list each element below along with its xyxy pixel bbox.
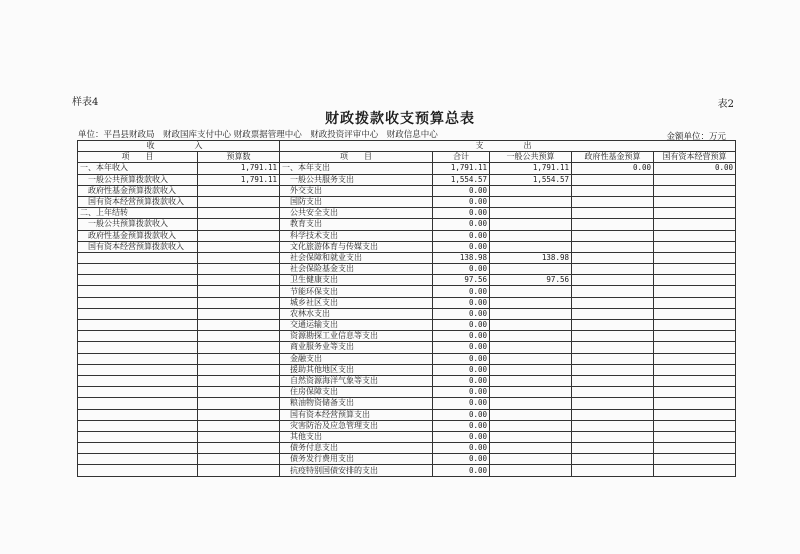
total-cell: 0.00 [433, 331, 490, 342]
income-item-cell [78, 353, 198, 364]
total-cell: 0.00 [433, 342, 490, 353]
total-cell: 97.56 [433, 275, 490, 286]
total-cell: 0.00 [433, 308, 490, 319]
expense-item-cell: 抗疫特别国债安排的支出 [280, 465, 433, 476]
page-title: 财政拨款收支预算总表 [325, 111, 475, 127]
income-item-cell: 国有资本经营预算拨款收入 [78, 241, 198, 252]
income-budget-cell [198, 241, 280, 252]
expense-item-cell: 节能环保支出 [280, 286, 433, 297]
income-budget-cell [198, 342, 280, 353]
income-budget-cell [198, 353, 280, 364]
table-row [78, 297, 736, 308]
income-item-cell [78, 308, 198, 319]
income-budget-cell [198, 286, 280, 297]
expense-item-cell: 教育支出 [280, 219, 433, 230]
expense-header: 支 出 [280, 141, 736, 152]
fund-budget-cell [572, 308, 654, 319]
state-budget-cell [654, 353, 736, 364]
income-budget-cell [198, 420, 280, 431]
table-row [78, 264, 736, 275]
table-number: 表2 [717, 99, 734, 110]
state-budget-cell [654, 174, 736, 185]
table-row [78, 286, 736, 297]
state-budget-cell [654, 320, 736, 331]
total-cell: 1,554.57 [433, 174, 490, 185]
income-budget-cell [198, 252, 280, 263]
general-budget-cell: 97.56 [490, 275, 572, 286]
general-budget-cell [490, 454, 572, 465]
expense-item-cell: 金融支出 [280, 353, 433, 364]
col-total: 合计 [433, 152, 490, 163]
fund-budget-cell [572, 320, 654, 331]
table-row [78, 431, 736, 442]
expense-item-cell: 外交支出 [280, 185, 433, 196]
general-budget-cell [490, 431, 572, 442]
income-budget-cell [198, 230, 280, 241]
state-budget-cell [654, 331, 736, 342]
table-row [78, 375, 736, 386]
income-item-cell [78, 286, 198, 297]
expense-item-cell: 灾害防治及应急管理支出 [280, 420, 433, 431]
total-cell: 0.00 [433, 286, 490, 297]
total-cell: 0.00 [433, 443, 490, 454]
total-cell: 0.00 [433, 364, 490, 375]
income-item-cell: 一、本年收入 [78, 163, 198, 174]
state-budget-cell [654, 420, 736, 431]
fund-budget-cell [572, 353, 654, 364]
income-budget-cell: 1,791.11 [198, 163, 280, 174]
total-cell: 0.00 [433, 387, 490, 398]
expense-item-cell: 农林水支出 [280, 308, 433, 319]
state-budget-cell [654, 308, 736, 319]
income-budget-cell [198, 320, 280, 331]
expense-item-cell: 交通运输支出 [280, 320, 433, 331]
fund-budget-cell [572, 443, 654, 454]
state-budget-cell [654, 286, 736, 297]
state-budget-cell: 0.00 [654, 163, 736, 174]
table-row [78, 308, 736, 319]
expense-item-cell: 公共安全支出 [280, 208, 433, 219]
income-budget-cell [198, 208, 280, 219]
income-budget-cell [198, 297, 280, 308]
general-budget-cell [490, 398, 572, 409]
general-budget-cell [490, 196, 572, 207]
money-unit: 金额单位：万元 [666, 132, 726, 142]
total-cell: 0.00 [433, 431, 490, 442]
state-budget-cell [654, 364, 736, 375]
expense-item-cell: 国有资本经营预算支出 [280, 409, 433, 420]
table-row [78, 331, 736, 342]
income-item-cell [78, 264, 198, 275]
state-budget-cell [654, 185, 736, 196]
total-cell: 0.00 [433, 297, 490, 308]
income-budget-cell [198, 375, 280, 386]
table-row [78, 454, 736, 465]
general-budget-cell [490, 219, 572, 230]
income-item-cell [78, 375, 198, 386]
expense-item-cell: 一、本年支出 [280, 163, 433, 174]
expense-item-cell: 卫生健康支出 [280, 275, 433, 286]
fund-budget-cell [572, 174, 654, 185]
fund-budget-cell [572, 454, 654, 465]
income-budget-cell [198, 308, 280, 319]
general-budget-cell [490, 387, 572, 398]
income-item-cell [78, 252, 198, 263]
expense-item-cell: 城乡社区支出 [280, 297, 433, 308]
table-row [78, 196, 736, 207]
state-budget-cell [654, 342, 736, 353]
general-budget-cell [490, 320, 572, 331]
income-item-cell: 二、上年结转 [78, 208, 198, 219]
table-row [78, 219, 736, 230]
table-row [78, 443, 736, 454]
expense-item-cell: 其他支出 [280, 431, 433, 442]
fund-budget-cell [572, 409, 654, 420]
table-row [78, 208, 736, 219]
general-budget-cell [490, 208, 572, 219]
general-budget-cell [490, 308, 572, 319]
fund-budget-cell [572, 465, 654, 476]
state-budget-cell [654, 398, 736, 409]
total-cell: 0.00 [433, 465, 490, 476]
income-item-cell [78, 364, 198, 375]
general-budget-cell [490, 375, 572, 386]
table-row [78, 230, 736, 241]
fund-budget-cell [572, 241, 654, 252]
fund-budget-cell [572, 219, 654, 230]
expense-item-cell: 自然资源海洋气象等支出 [280, 375, 433, 386]
income-budget-cell [198, 364, 280, 375]
general-budget-cell [490, 331, 572, 342]
income-budget-cell [198, 387, 280, 398]
state-budget-cell [654, 431, 736, 442]
fund-budget-cell [572, 431, 654, 442]
total-cell: 0.00 [433, 208, 490, 219]
fund-budget-cell [572, 230, 654, 241]
state-budget-cell [654, 409, 736, 420]
general-budget-cell [490, 297, 572, 308]
general-budget-cell [490, 185, 572, 196]
total-cell: 0.00 [433, 219, 490, 230]
total-cell: 0.00 [433, 398, 490, 409]
income-budget-cell: 1,791.11 [198, 174, 280, 185]
total-cell: 0.00 [433, 375, 490, 386]
total-cell: 0.00 [433, 230, 490, 241]
total-cell: 1,791.11 [433, 163, 490, 174]
fund-budget-cell [572, 375, 654, 386]
expense-item-cell: 住房保障支出 [280, 387, 433, 398]
income-budget-cell [198, 398, 280, 409]
fund-budget-cell [572, 342, 654, 353]
income-budget-cell [198, 443, 280, 454]
expense-item-cell: 粮油物资储备支出 [280, 398, 433, 409]
general-budget-cell [490, 420, 572, 431]
general-budget-cell [490, 443, 572, 454]
income-item-cell [78, 275, 198, 286]
total-cell: 0.00 [433, 454, 490, 465]
income-budget-cell [198, 219, 280, 230]
income-header: 收 入 [78, 141, 280, 152]
fund-budget-cell [572, 331, 654, 342]
fund-budget-cell [572, 297, 654, 308]
total-cell: 0.00 [433, 241, 490, 252]
income-budget-cell [198, 185, 280, 196]
col-general: 一般公共预算 [490, 152, 572, 163]
total-cell: 0.00 [433, 196, 490, 207]
total-cell: 0.00 [433, 264, 490, 275]
income-item-cell: 国有资本经营预算拨款收入 [78, 196, 198, 207]
general-budget-cell [490, 230, 572, 241]
income-item-cell [78, 409, 198, 420]
fund-budget-cell [572, 286, 654, 297]
income-budget-cell [198, 331, 280, 342]
income-item-cell [78, 420, 198, 431]
general-budget-cell [490, 342, 572, 353]
expense-item-cell: 商业服务业等支出 [280, 342, 433, 353]
expense-item-cell: 债务发行费用支出 [280, 454, 433, 465]
fund-budget-cell [572, 275, 654, 286]
table-row [78, 342, 736, 353]
income-item-cell: 一般公共预算拨款收入 [78, 174, 198, 185]
state-budget-cell [654, 252, 736, 263]
state-budget-cell [654, 443, 736, 454]
fund-budget-cell [572, 364, 654, 375]
col-income-budget: 预算数 [198, 152, 280, 163]
state-budget-cell [654, 219, 736, 230]
income-budget-cell [198, 431, 280, 442]
fund-budget-cell [572, 264, 654, 275]
income-item-cell [78, 454, 198, 465]
total-cell: 0.00 [433, 185, 490, 196]
total-cell: 0.00 [433, 420, 490, 431]
expense-item-cell: 债务付息支出 [280, 443, 433, 454]
col-fund: 政府性基金预算 [572, 152, 654, 163]
table-row [78, 252, 736, 263]
income-budget-cell [198, 465, 280, 476]
expense-item-cell: 一般公共服务支出 [280, 174, 433, 185]
income-budget-cell [198, 264, 280, 275]
income-item-cell [78, 297, 198, 308]
fund-budget-cell [572, 252, 654, 263]
state-budget-cell [654, 230, 736, 241]
income-item-cell [78, 443, 198, 454]
state-budget-cell [654, 241, 736, 252]
fund-budget-cell [572, 196, 654, 207]
income-item-cell [78, 431, 198, 442]
income-item-cell [78, 465, 198, 476]
expense-item-cell: 援助其他地区支出 [280, 364, 433, 375]
income-item-cell [78, 331, 198, 342]
expense-item-cell: 文化旅游体育与传媒支出 [280, 241, 433, 252]
general-budget-cell: 1,791.11 [490, 163, 572, 174]
state-budget-cell [654, 375, 736, 386]
table-row [78, 320, 736, 331]
general-budget-cell [490, 286, 572, 297]
column-header-row [78, 152, 736, 163]
state-budget-cell [654, 196, 736, 207]
income-item-cell [78, 398, 198, 409]
expense-item-cell: 社会保险基金支出 [280, 264, 433, 275]
col-expense-item: 项 目 [280, 152, 433, 163]
table-row [78, 398, 736, 409]
state-budget-cell [654, 297, 736, 308]
table-row [78, 387, 736, 398]
general-budget-cell [490, 409, 572, 420]
general-budget-cell [490, 264, 572, 275]
col-income-item: 项 目 [78, 152, 198, 163]
sample-tag: 样表4 [72, 97, 99, 108]
table-row [78, 185, 736, 196]
state-budget-cell [654, 454, 736, 465]
general-budget-cell [490, 364, 572, 375]
general-budget-cell [490, 241, 572, 252]
general-budget-cell [490, 353, 572, 364]
expense-item-cell: 国防支出 [280, 196, 433, 207]
expense-item-cell: 社会保障和就业支出 [280, 252, 433, 263]
unit-line: 单位：平昌县财政局 财政国库支付中心 财政票据管理中心 财政投资评审中心 财政信息中心 [78, 130, 438, 140]
fund-budget-cell [572, 420, 654, 431]
state-budget-cell [654, 208, 736, 219]
total-cell: 0.00 [433, 353, 490, 364]
budget-table [77, 140, 736, 477]
expense-item-cell: 资源勘探工业信息等支出 [280, 331, 433, 342]
total-cell: 0.00 [433, 409, 490, 420]
table-row [78, 163, 736, 174]
income-item-cell: 政府性基金预算拨款收入 [78, 185, 198, 196]
total-cell: 0.00 [433, 320, 490, 331]
fund-budget-cell [572, 185, 654, 196]
table-row [78, 364, 736, 375]
state-budget-cell [654, 275, 736, 286]
general-budget-cell: 1,554.57 [490, 174, 572, 185]
state-budget-cell [654, 465, 736, 476]
income-budget-cell [198, 275, 280, 286]
general-budget-cell: 138.98 [490, 252, 572, 263]
general-budget-cell [490, 465, 572, 476]
fund-budget-cell [572, 387, 654, 398]
section-header-row [78, 141, 736, 152]
total-cell: 138.98 [433, 252, 490, 263]
col-state: 国有资本经营预算 [654, 152, 736, 163]
income-item-cell: 一般公共预算拨款收入 [78, 219, 198, 230]
income-budget-cell [198, 454, 280, 465]
fund-budget-cell [572, 208, 654, 219]
expense-item-cell: 科学技术支出 [280, 230, 433, 241]
income-budget-cell [198, 409, 280, 420]
table-row [78, 241, 736, 252]
fund-budget-cell: 0.00 [572, 163, 654, 174]
table-row [78, 174, 736, 185]
income-item-cell [78, 320, 198, 331]
table-row [78, 409, 736, 420]
table-row [78, 465, 736, 476]
fund-budget-cell [572, 398, 654, 409]
state-budget-cell [654, 264, 736, 275]
income-item-cell [78, 387, 198, 398]
table-row [78, 420, 736, 431]
state-budget-cell [654, 387, 736, 398]
income-budget-cell [198, 196, 280, 207]
income-item-cell: 政府性基金预算拨款收入 [78, 230, 198, 241]
income-item-cell [78, 342, 198, 353]
table-row [78, 353, 736, 364]
table-row [78, 275, 736, 286]
